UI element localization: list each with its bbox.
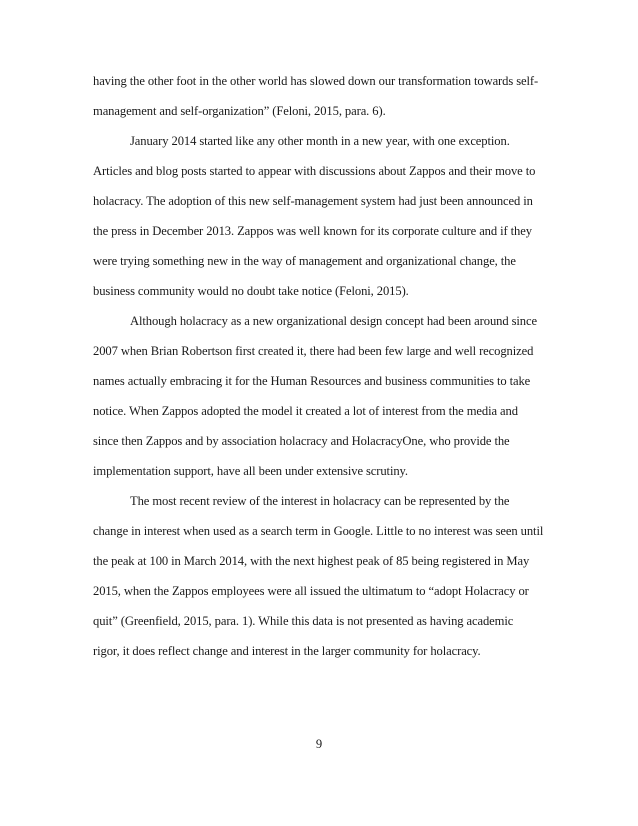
paragraph-first-line: The most recent review of the interest in holacracy can be represented by the xyxy=(130,494,510,508)
text-line: quit” (Greenfield, 2015, para. 1). While this data is not presented as having academic xyxy=(93,614,514,628)
text-line: the peak at 100 in March 2014, with the next highest peak of 85 being registered in May xyxy=(93,554,530,568)
text-line: holacracy. The adoption of this new self-management system had just been announced in xyxy=(93,194,533,208)
text-line: management and self-organization” (Feloni, 2015, para. 6). xyxy=(93,104,386,118)
text-line: 2015, when the Zappos employees were all issued the ultimatum to “adopt Holacracy or xyxy=(93,584,529,598)
text-line: notice. When Zappos adopted the model it created a lot of interest from the media and xyxy=(93,404,518,418)
text-line: Articles and blog posts started to appear with discussions about Zappos and their move to xyxy=(93,164,536,178)
text-line: having the other foot in the other world has slowed down our transformation towards self- xyxy=(93,74,539,88)
paragraph-first-line: Although holacracy as a new organizational design concept had been around since xyxy=(130,314,537,328)
text-line: implementation support, have all been under extensive scrutiny. xyxy=(93,464,408,478)
text-line: rigor, it does reflect change and interest in the larger community for holacracy. xyxy=(93,644,481,658)
page-number: 9 xyxy=(315,737,323,751)
text-line: names actually embracing it for the Human Resources and business communities to take xyxy=(93,374,531,388)
text-line: business community would no doubt take notice (Feloni, 2015). xyxy=(93,284,409,298)
paragraph-first-line: January 2014 started like any other month in a new year, with one exception. xyxy=(130,134,510,148)
text-line: the press in December 2013. Zappos was well known for its corporate culture and if they xyxy=(93,224,532,238)
text-line: 2007 when Brian Robertson first created it, there had been few large and well recognized xyxy=(93,344,534,358)
text-line: since then Zappos and by association holacracy and HolacracyOne, who provide the xyxy=(93,434,510,448)
text-line: were trying something new in the way of management and organizational change, the xyxy=(93,254,516,268)
text-line: change in interest when used as a search term in Google. Little to no interest was seen until xyxy=(93,524,544,538)
